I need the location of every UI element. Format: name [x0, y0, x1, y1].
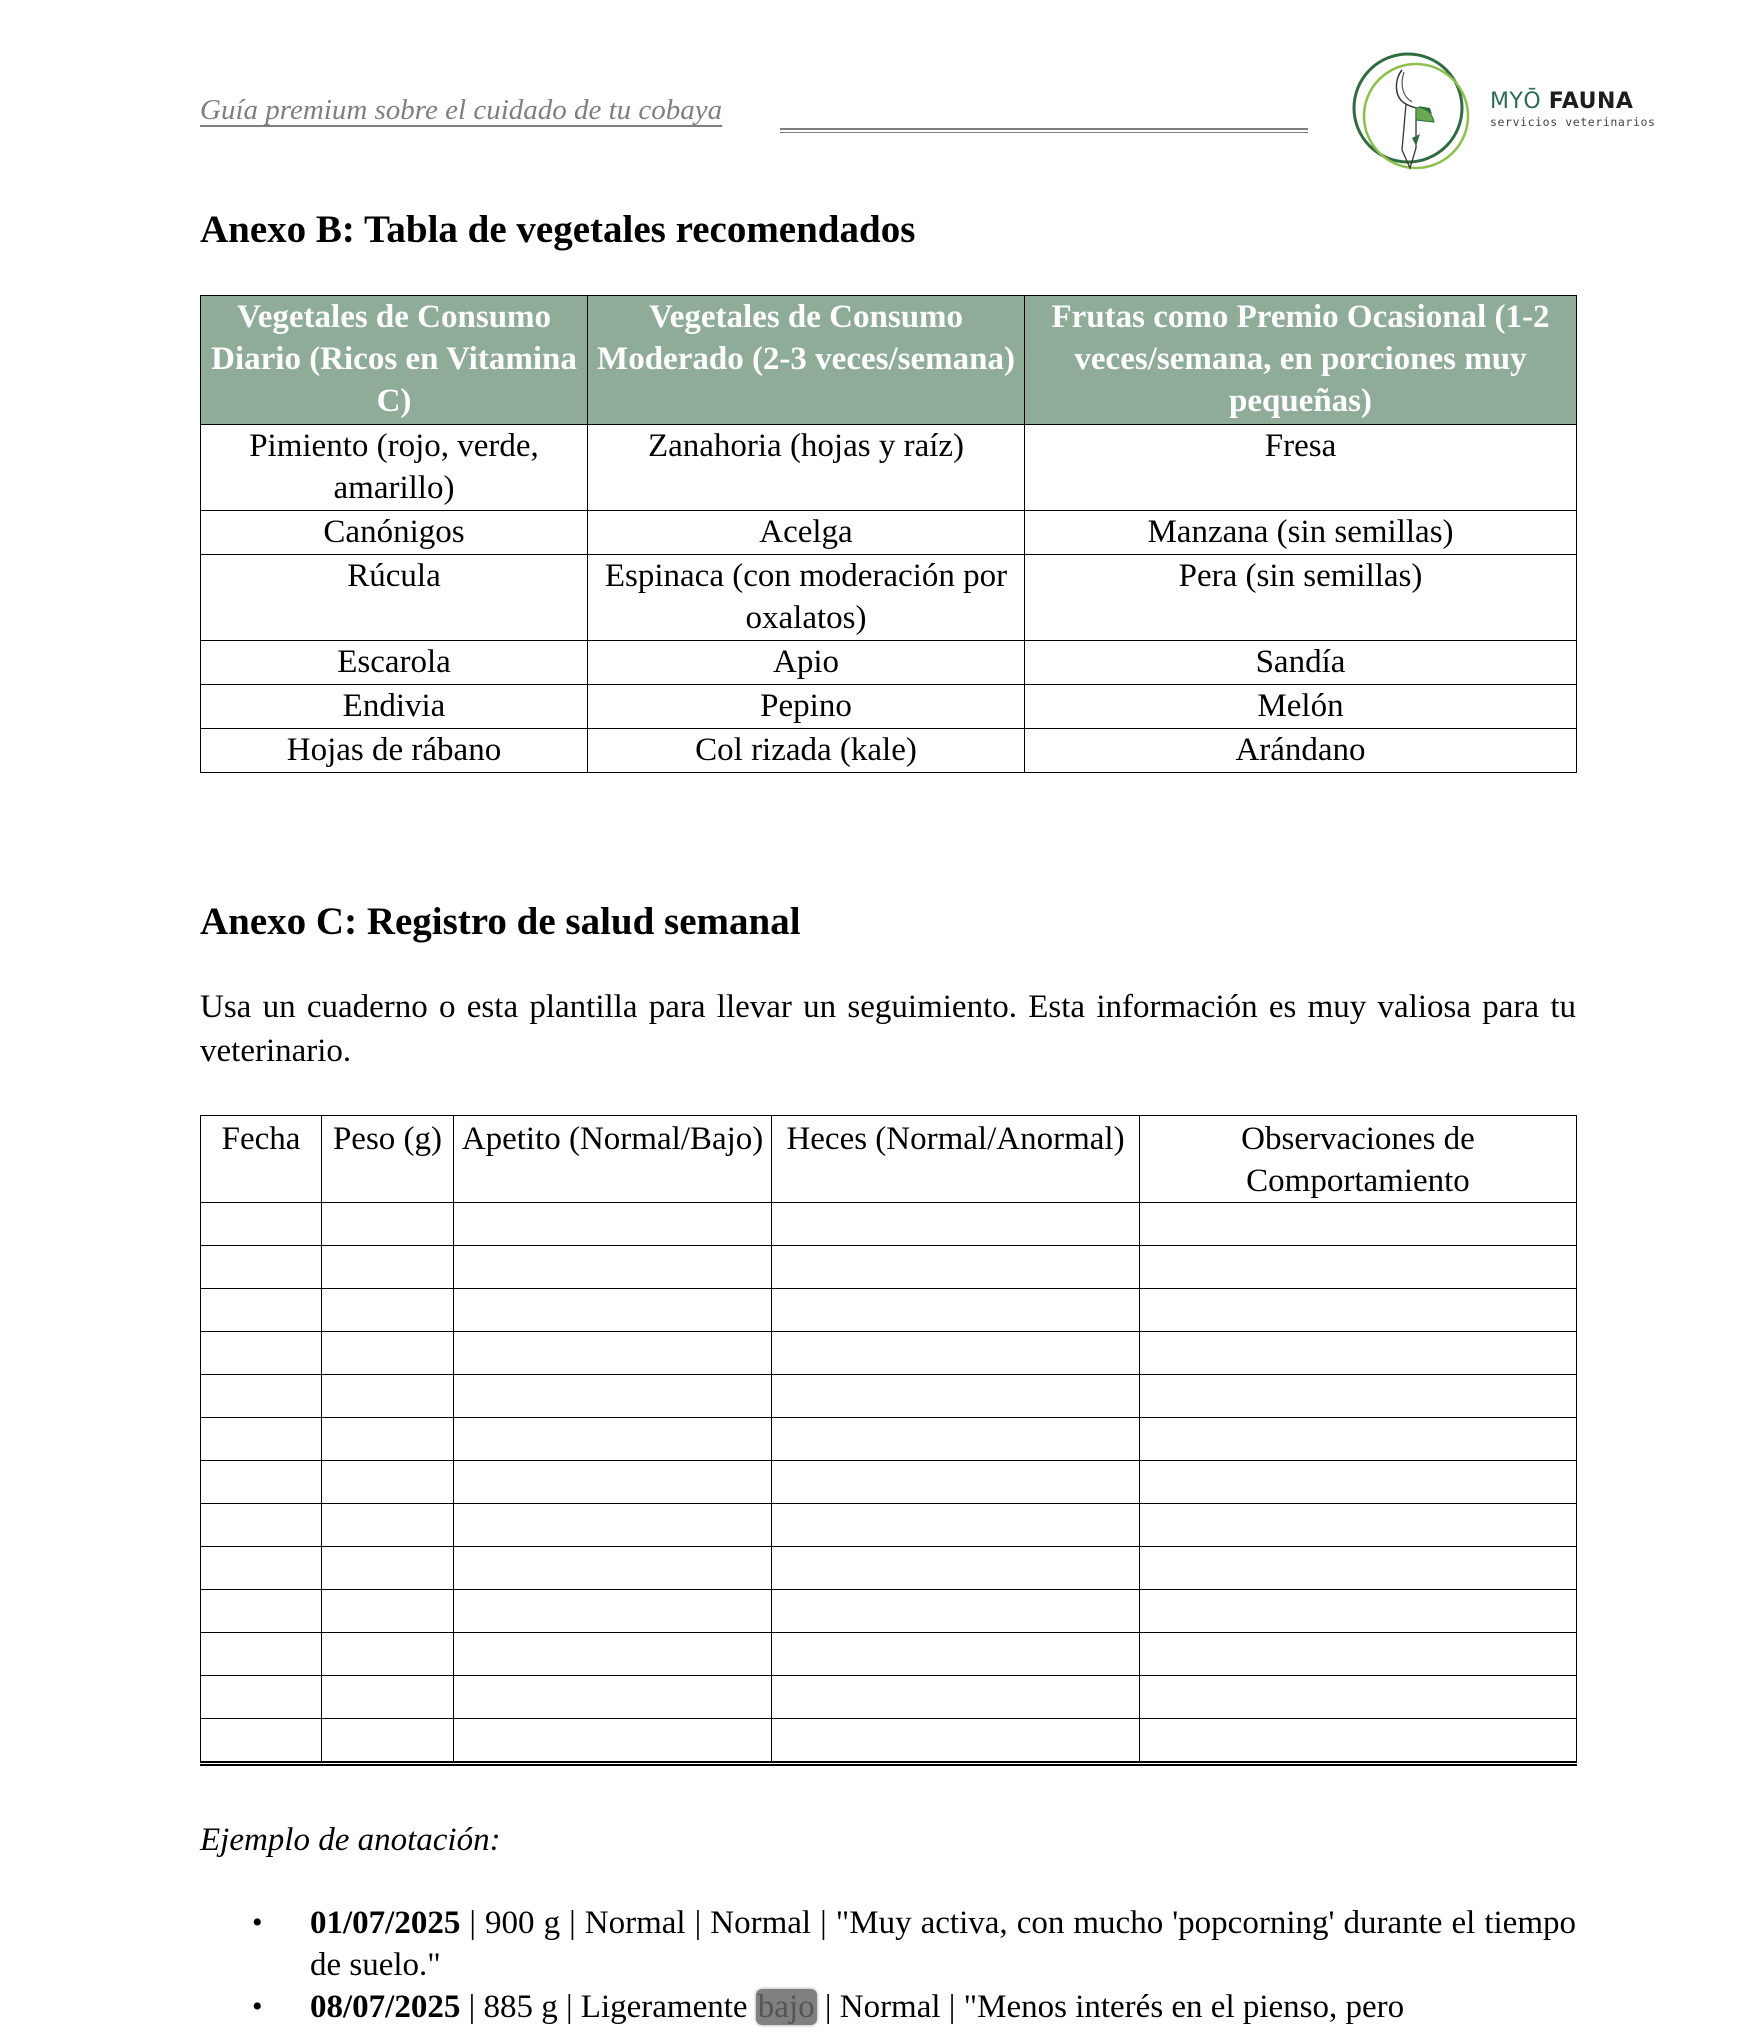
example-date: 08/07/2025 — [310, 1989, 461, 2025]
empty-log-cell — [454, 1504, 772, 1547]
table-cell: Pimiento (rojo, verde, amarillo) — [201, 425, 588, 511]
empty-log-cell — [454, 1246, 772, 1289]
annex-c-heading: Anexo C: Registro de salud semanal — [200, 900, 801, 943]
col-header-heces: Heces (Normal/Anormal) — [772, 1116, 1140, 1203]
col-header-observaciones: Observaciones de Comportamiento — [1140, 1116, 1577, 1203]
list-item — [200, 1986, 1576, 2028]
empty-log-row — [201, 1461, 1577, 1504]
col-header-daily: Vegetales de Consumo Diario (Ricos en Vitamina C) — [201, 296, 588, 425]
empty-log-cell — [201, 1289, 322, 1332]
empty-log-cell — [772, 1332, 1140, 1375]
empty-log-cell — [1140, 1633, 1577, 1676]
empty-log-cell — [201, 1590, 322, 1633]
table-row — [201, 511, 1577, 555]
empty-log-cell — [322, 1418, 454, 1461]
col-header-fruits: Frutas como Premio Ocasional (1-2 veces/semana, en porciones muy pequeñas) — [1025, 296, 1577, 425]
empty-log-cell — [201, 1332, 322, 1375]
empty-log-cell — [772, 1203, 1140, 1246]
empty-log-cell — [1140, 1332, 1577, 1375]
empty-log-cell — [1140, 1289, 1577, 1332]
empty-log-cell — [454, 1203, 772, 1246]
empty-log-row — [201, 1418, 1577, 1461]
empty-log-cell — [454, 1461, 772, 1504]
empty-log-cell — [1140, 1375, 1577, 1418]
empty-log-cell — [772, 1461, 1140, 1504]
empty-log-cell — [322, 1504, 454, 1547]
empty-log-cell — [454, 1289, 772, 1332]
empty-log-cell — [201, 1375, 322, 1418]
empty-log-cell — [1140, 1203, 1577, 1246]
empty-log-cell — [322, 1633, 454, 1676]
empty-log-cell — [322, 1203, 454, 1246]
empty-log-cell — [454, 1547, 772, 1590]
empty-log-row — [201, 1246, 1577, 1289]
table-cell: Pera (sin semillas) — [1025, 555, 1577, 641]
empty-log-cell — [772, 1590, 1140, 1633]
table-cell: Apio — [588, 641, 1025, 685]
table-cell: Hojas de rábano — [201, 729, 588, 773]
empty-log-cell — [1140, 1590, 1577, 1633]
empty-log-cell — [201, 1633, 322, 1676]
logo-tagline: servicios veterinarios — [1490, 115, 1656, 129]
empty-log-cell — [772, 1633, 1140, 1676]
example-text: | Normal | "Menos interés en el pienso, pero — [816, 1989, 1405, 2025]
table-row — [201, 685, 1577, 729]
empty-log-cell — [322, 1289, 454, 1332]
annex-b-heading: Anexo B: Tabla de vegetales recomendados — [200, 208, 916, 251]
empty-log-cell — [201, 1504, 322, 1547]
vegetables-table — [200, 295, 1577, 773]
empty-log-cell — [322, 1590, 454, 1633]
logo-brand-myo: MYŌ — [1490, 89, 1542, 114]
table-row — [201, 729, 1577, 773]
table-row — [201, 641, 1577, 685]
table-cell: Espinaca (con moderación por oxalatos) — [588, 555, 1025, 641]
empty-log-cell — [454, 1418, 772, 1461]
page-header — [200, 88, 1308, 128]
table-cell: Pepino — [588, 685, 1025, 729]
col-header-moderate: Vegetales de Consumo Moderado (2-3 veces/semana) — [588, 296, 1025, 425]
empty-log-cell — [454, 1633, 772, 1676]
table-cell: Escarola — [201, 641, 588, 685]
logo-wordmark — [1490, 90, 1656, 129]
empty-log-row — [201, 1289, 1577, 1332]
empty-log-cell — [1140, 1547, 1577, 1590]
health-log-header — [201, 1116, 1577, 1203]
table-cell: Canónigos — [201, 511, 588, 555]
redacted-word: bajo — [757, 1989, 815, 2025]
empty-log-cell — [454, 1590, 772, 1633]
table-cell: Col rizada (kale) — [588, 729, 1025, 773]
empty-log-cell — [772, 1418, 1140, 1461]
empty-log-cell — [1140, 1719, 1577, 1764]
table-cell: Endivia — [201, 685, 588, 729]
empty-log-cell — [772, 1547, 1140, 1590]
empty-log-row — [201, 1633, 1577, 1676]
empty-log-cell — [201, 1203, 322, 1246]
example-date: 01/07/2025 — [310, 1905, 461, 1941]
empty-log-cell — [772, 1375, 1140, 1418]
empty-log-row — [201, 1332, 1577, 1375]
empty-log-cell — [1140, 1246, 1577, 1289]
col-header-fecha: Fecha — [201, 1116, 322, 1203]
bullet-icon: • — [252, 1906, 263, 1939]
empty-log-cell — [201, 1461, 322, 1504]
table-cell: Acelga — [588, 511, 1025, 555]
empty-log-row — [201, 1375, 1577, 1418]
empty-log-cell — [772, 1504, 1140, 1547]
empty-log-cell — [322, 1461, 454, 1504]
empty-log-row — [201, 1719, 1577, 1764]
empty-log-row — [201, 1676, 1577, 1719]
guinea-pig-circle-logo-icon — [1350, 50, 1475, 175]
empty-log-cell — [201, 1547, 322, 1590]
empty-log-cell — [201, 1246, 322, 1289]
empty-log-cell — [772, 1719, 1140, 1764]
empty-log-row — [201, 1590, 1577, 1633]
table-cell: Melón — [1025, 685, 1577, 729]
example-text: | 885 g | Ligeramente — [460, 1989, 756, 2025]
empty-log-cell — [201, 1418, 322, 1461]
empty-log-cell — [1140, 1504, 1577, 1547]
empty-log-row — [201, 1203, 1577, 1246]
col-header-apetito: Apetito (Normal/Bajo) — [454, 1116, 772, 1203]
empty-log-cell — [322, 1246, 454, 1289]
logo-brand-fauna: FAUNA — [1548, 89, 1634, 114]
table-row — [201, 555, 1577, 641]
table-cell: Zanahoria (hojas y raíz) — [588, 425, 1025, 511]
empty-log-cell — [322, 1332, 454, 1375]
header-rule — [780, 128, 1308, 133]
myo-fauna-logo — [1350, 50, 1680, 175]
example-list — [200, 1902, 1576, 2028]
table-cell: Manzana (sin semillas) — [1025, 511, 1577, 555]
empty-log-cell — [322, 1676, 454, 1719]
annex-c-intro: Usa un cuaderno o esta plantilla para llevar un seguimiento. Esta información es muy valiosa para tu veterinario. — [200, 989, 1576, 1069]
list-item — [200, 1902, 1576, 1986]
example-label: Ejemplo de anotación: — [200, 1822, 501, 1858]
empty-log-cell — [201, 1719, 322, 1764]
bullet-icon: • — [252, 1990, 263, 2023]
empty-log-cell — [322, 1547, 454, 1590]
example-text: | 900 g | Normal | Normal | "Muy activa, con mucho 'popcorning' durante el tiempo de suelo." — [310, 1905, 1576, 1983]
empty-log-cell — [322, 1375, 454, 1418]
empty-log-cell — [201, 1676, 322, 1719]
empty-log-cell — [772, 1246, 1140, 1289]
empty-log-row — [201, 1547, 1577, 1590]
table-row — [201, 425, 1577, 511]
empty-log-cell — [454, 1332, 772, 1375]
table-cell: Fresa — [1025, 425, 1577, 511]
empty-log-row — [201, 1504, 1577, 1547]
empty-log-cell — [1140, 1461, 1577, 1504]
empty-log-cell — [322, 1719, 454, 1764]
table-cell: Rúcula — [201, 555, 588, 641]
col-header-peso: Peso (g) — [322, 1116, 454, 1203]
empty-log-cell — [772, 1676, 1140, 1719]
empty-log-cell — [454, 1676, 772, 1719]
empty-log-cell — [772, 1289, 1140, 1332]
empty-log-cell — [454, 1719, 772, 1764]
health-log-table — [200, 1115, 1577, 1766]
empty-log-cell — [1140, 1418, 1577, 1461]
vegetables-table-header — [201, 296, 1577, 425]
running-title: Guía premium sobre el cuidado de tu cobaya — [200, 94, 723, 126]
empty-log-cell — [454, 1375, 772, 1418]
table-cell: Arándano — [1025, 729, 1577, 773]
empty-log-cell — [1140, 1676, 1577, 1719]
table-cell: Sandía — [1025, 641, 1577, 685]
